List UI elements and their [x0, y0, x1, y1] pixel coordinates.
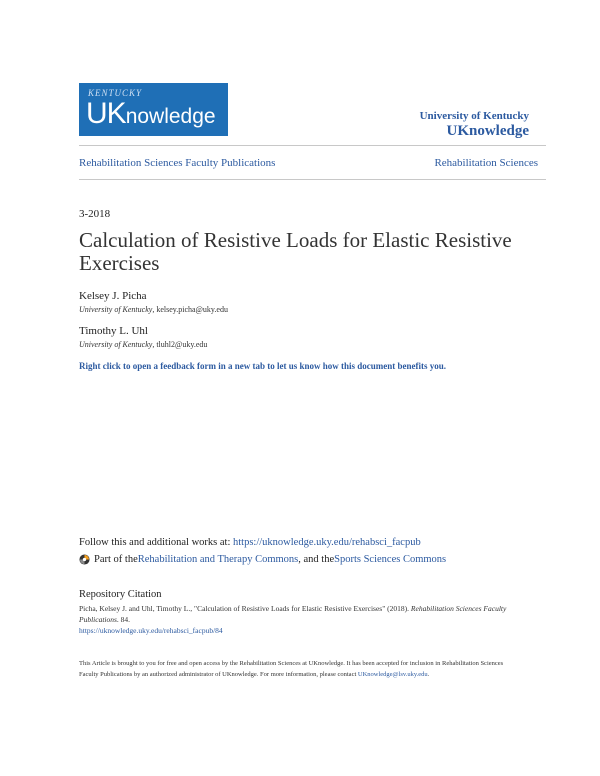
- sports-sciences-commons-link[interactable]: Sports Sciences Commons: [334, 554, 447, 565]
- collection-url-link[interactable]: https://uknowledge.uky.edu/rehabsci_facpub: [233, 537, 421, 548]
- breadcrumb-collection-link[interactable]: Rehabilitation Sciences Faculty Publications: [79, 157, 276, 169]
- document-title: Calculation of Resistive Loads for Elastic Resistive Exercises: [79, 228, 512, 275]
- breadcrumb-divider: [79, 179, 546, 180]
- network-icon: [79, 554, 90, 565]
- contact-email-link[interactable]: UKnowledge@lsv.uky.edu: [357, 671, 428, 678]
- breadcrumb-department-link[interactable]: Rehabilitation Sciences: [434, 157, 538, 169]
- citation-text: Picha, Kelsey J. and Uhl, Timothy L., "Calculation of Resistive Loads for Elastic Resistive Exercises" (2018). Rehabilitation Sciences Faculty Publications. 84. https://uknowledge.uky.edu/rehabsci_facpub/84: [79, 604, 507, 635]
- repository-name[interactable]: UKnowledge: [446, 123, 529, 139]
- feedback-link[interactable]: Right click to open a feedback form in a new tab to let us know how this document benefits you.: [79, 361, 447, 371]
- uknowledge-logo[interactable]: [79, 83, 228, 136]
- author-name: Timothy L. Uhl: [79, 325, 148, 337]
- author-name: Kelsey J. Picha: [79, 290, 147, 302]
- part-of-line: Part of the Rehabilitation and Therapy Commons , and the Sports Sciences Commons: [79, 554, 446, 565]
- institution-name[interactable]: University of Kentucky: [419, 110, 529, 122]
- citation-url-link[interactable]: https://uknowledge.uky.edu/rehabsci_facpub/84: [79, 626, 223, 635]
- publication-date: 3-2018: [79, 208, 111, 220]
- header-divider: [79, 145, 546, 146]
- follow-line: Follow this and additional works at: https://uknowledge.uky.edu/rehabsci_facpub: [79, 537, 421, 548]
- citation-heading: Repository Citation: [79, 589, 162, 600]
- author-affiliation: University of Kentucky, tluhl2@uky.edu: [79, 340, 208, 349]
- footer-notice: This Article is brought to you for free and open access by the Rehabilitation Sciences at UKnowledge. It has been accepted for inclusion in Rehabilitation Sciences Faculty Publications by an authorized administrator of UKnowledge. For more information, please contact UKnowledge@lsv.uky.edu.: [79, 660, 504, 678]
- rehabilitation-commons-link[interactable]: Rehabilitation and Therapy Commons: [137, 554, 299, 565]
- author-affiliation: University of Kentucky, kelsey.picha@uky.edu: [79, 305, 228, 314]
- logo-kentucky-text: KENTUCKY: [88, 88, 143, 98]
- logo-wordmark: UKnowledge: [86, 97, 216, 130]
